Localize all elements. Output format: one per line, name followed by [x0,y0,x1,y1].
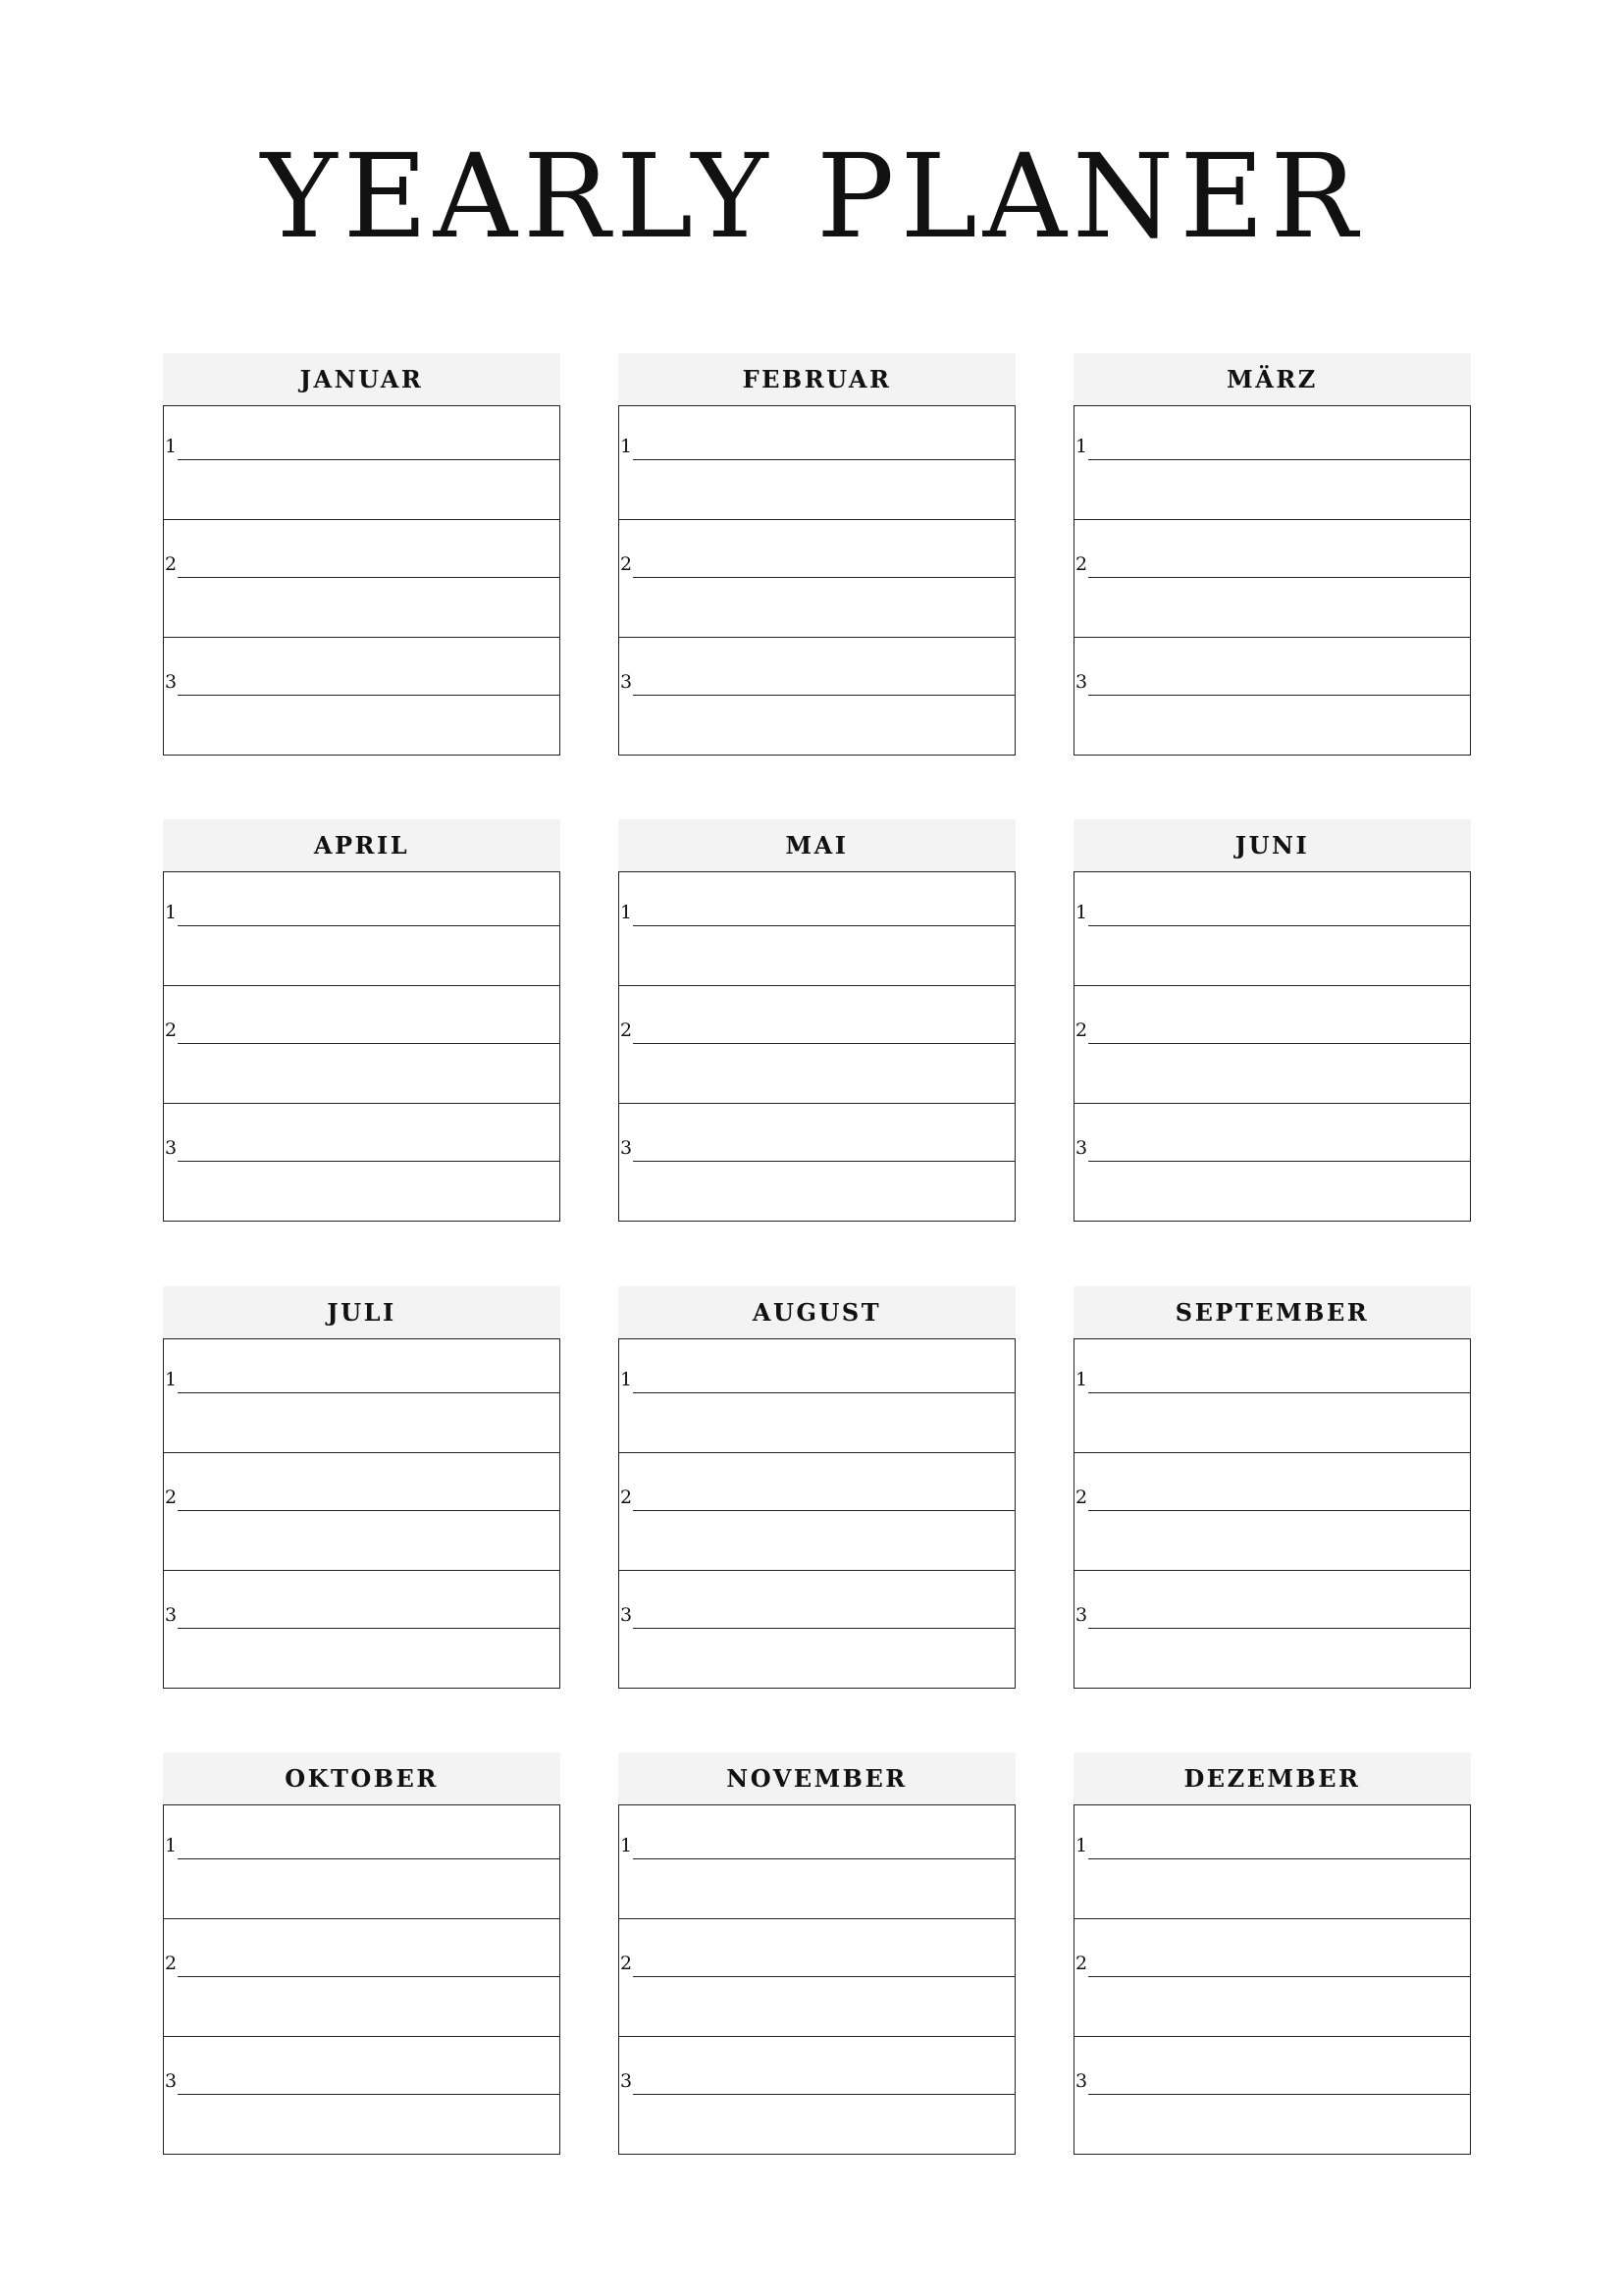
note-slot[interactable] [1074,1108,1470,1226]
slot-divider [1074,637,1470,638]
note-slot[interactable] [1074,1805,1470,1923]
month-card-5 [618,819,1016,1222]
note-slot[interactable] [164,1805,559,1923]
slot-divider [1074,1570,1470,1571]
slot-number: 1 [165,1369,178,1390]
slot-number: 1 [620,1369,633,1390]
note-slot[interactable] [1074,524,1470,642]
slot-divider [1074,1918,1470,1919]
slot-number: 3 [165,671,178,693]
slot-number: 2 [1075,1953,1088,1974]
slot-divider [619,985,1015,986]
write-line [178,1161,559,1162]
slot-number: 3 [165,1137,178,1159]
write-line [633,1976,1015,1977]
month-notes-box [1074,405,1471,756]
slot-divider [619,1452,1015,1453]
slot-number: 3 [165,2070,178,2092]
month-card-4 [163,819,560,1222]
write-line [633,2094,1015,2095]
slot-number: 1 [620,1835,633,1856]
note-slot[interactable] [619,990,1015,1108]
slot-divider [164,1918,559,1919]
write-line [178,459,559,460]
slot-number: 2 [165,1953,178,1974]
slot-number: 3 [620,1604,633,1626]
note-slot[interactable] [619,1457,1015,1575]
note-slot[interactable] [164,642,559,759]
note-slot[interactable] [619,1805,1015,1923]
note-slot[interactable] [619,524,1015,642]
write-line [1088,1392,1470,1393]
month-header: JANUAR [163,353,560,405]
slot-divider [164,1570,559,1571]
month-notes-box [163,871,560,1222]
write-line [633,925,1015,926]
slot-number: 2 [1075,553,1088,575]
write-line [178,1392,559,1393]
slot-number: 2 [620,1953,633,1974]
month-notes-box [163,405,560,756]
month-card-11 [618,1752,1016,2155]
write-line [633,695,1015,696]
note-slot[interactable] [164,1108,559,1226]
slot-number: 2 [1075,1487,1088,1508]
month-header: JUNI [1074,819,1471,871]
month-header: SEPTEMBER [1074,1286,1471,1338]
note-slot[interactable] [164,524,559,642]
write-line [1088,1161,1470,1162]
write-line [178,577,559,578]
write-line [633,1161,1015,1162]
month-card-6 [1074,819,1471,1222]
slot-divider [1074,985,1470,986]
slot-number: 1 [1075,1369,1088,1390]
write-line [633,1858,1015,1859]
note-slot[interactable] [1074,1923,1470,2041]
note-slot[interactable] [619,1923,1015,2041]
write-line [1088,459,1470,460]
write-line [633,459,1015,460]
slot-divider [619,1918,1015,1919]
slot-number: 1 [165,436,178,457]
slot-divider [619,637,1015,638]
slot-number: 1 [1075,902,1088,923]
month-notes-box [618,871,1016,1222]
slot-number: 3 [620,2070,633,2092]
slot-divider [1074,2036,1470,2037]
slot-number: 3 [620,1137,633,1159]
slot-divider [619,519,1015,520]
write-line [1088,1976,1470,1977]
slot-divider [1074,519,1470,520]
slot-number: 2 [1075,1019,1088,1041]
slot-number: 2 [620,553,633,575]
note-slot[interactable] [619,642,1015,759]
month-header: APRIL [163,819,560,871]
note-slot[interactable] [1074,642,1470,759]
month-notes-box [163,1804,560,2155]
note-slot[interactable] [619,406,1015,524]
write-line [178,1858,559,1859]
note-slot[interactable] [1074,872,1470,990]
note-slot[interactable] [164,1575,559,1693]
month-header: MAI [618,819,1016,871]
month-header: DEZEMBER [1074,1752,1471,1804]
slot-number: 3 [165,1604,178,1626]
write-line [1088,695,1470,696]
slot-number: 2 [165,1019,178,1041]
slot-number: 1 [620,902,633,923]
month-card-3 [1074,353,1471,756]
note-slot[interactable] [619,2041,1015,2159]
write-line [178,1628,559,1629]
slot-number: 1 [1075,1835,1088,1856]
note-slot[interactable] [619,872,1015,990]
month-notes-box [1074,871,1471,1222]
slot-divider [619,2036,1015,2037]
note-slot[interactable] [619,1108,1015,1226]
note-slot[interactable] [1074,406,1470,524]
write-line [178,1043,559,1044]
month-notes-box [618,1804,1016,2155]
write-line [178,2094,559,2095]
note-slot[interactable] [1074,2041,1470,2159]
month-header: MÄRZ [1074,353,1471,405]
slot-divider [619,1103,1015,1104]
month-notes-box [1074,1338,1471,1689]
month-card-2 [618,353,1016,756]
note-slot[interactable] [619,1575,1015,1693]
slot-divider [164,985,559,986]
month-header: JULI [163,1286,560,1338]
month-card-10 [163,1752,560,2155]
month-card-1 [163,353,560,756]
month-header: FEBRUAR [618,353,1016,405]
month-card-7 [163,1286,560,1689]
month-notes-box [618,1338,1016,1689]
note-slot[interactable] [164,990,559,1108]
write-line [1088,925,1470,926]
month-card-12 [1074,1752,1471,2155]
write-line [178,1510,559,1511]
write-line [178,925,559,926]
write-line [633,1043,1015,1044]
slot-number: 2 [620,1487,633,1508]
slot-number: 2 [165,1487,178,1508]
note-slot[interactable] [1074,1339,1470,1457]
slot-divider [164,519,559,520]
note-slot[interactable] [164,872,559,990]
write-line [178,695,559,696]
slot-number: 2 [165,553,178,575]
month-card-8 [618,1286,1016,1689]
note-slot[interactable] [164,1457,559,1575]
month-header: AUGUST [618,1286,1016,1338]
month-notes-box [1074,1804,1471,2155]
write-line [178,1976,559,1977]
slot-number: 1 [1075,436,1088,457]
slot-number: 1 [165,902,178,923]
slot-number: 3 [1075,2070,1088,2092]
slot-divider [164,1103,559,1104]
note-slot[interactable] [164,1339,559,1457]
note-slot[interactable] [1074,1457,1470,1575]
write-line [633,577,1015,578]
write-line [1088,1510,1470,1511]
write-line [1088,577,1470,578]
write-line [1088,1628,1470,1629]
slot-number: 2 [620,1019,633,1041]
month-notes-box [163,1338,560,1689]
slot-divider [619,1570,1015,1571]
note-slot[interactable] [164,1923,559,2041]
month-notes-box [618,405,1016,756]
note-slot[interactable] [164,2041,559,2159]
slot-divider [164,637,559,638]
slot-number: 1 [165,1835,178,1856]
month-header: OKTOBER [163,1752,560,1804]
page-title: YEARLY PLANER [260,129,1364,264]
slot-number: 1 [620,436,633,457]
month-header: NOVEMBER [618,1752,1016,1804]
note-slot[interactable] [164,406,559,524]
note-slot[interactable] [1074,990,1470,1108]
write-line [1088,1043,1470,1044]
write-line [633,1392,1015,1393]
write-line [1088,2094,1470,2095]
slot-divider [164,2036,559,2037]
slot-divider [164,1452,559,1453]
slot-number: 3 [620,671,633,693]
note-slot[interactable] [1074,1575,1470,1693]
slot-divider [1074,1103,1470,1104]
note-slot[interactable] [619,1339,1015,1457]
slot-number: 3 [1075,1604,1088,1626]
write-line [633,1628,1015,1629]
slot-number: 3 [1075,671,1088,693]
slot-divider [1074,1452,1470,1453]
write-line [1088,1858,1470,1859]
month-card-9 [1074,1286,1471,1689]
write-line [633,1510,1015,1511]
slot-number: 3 [1075,1137,1088,1159]
